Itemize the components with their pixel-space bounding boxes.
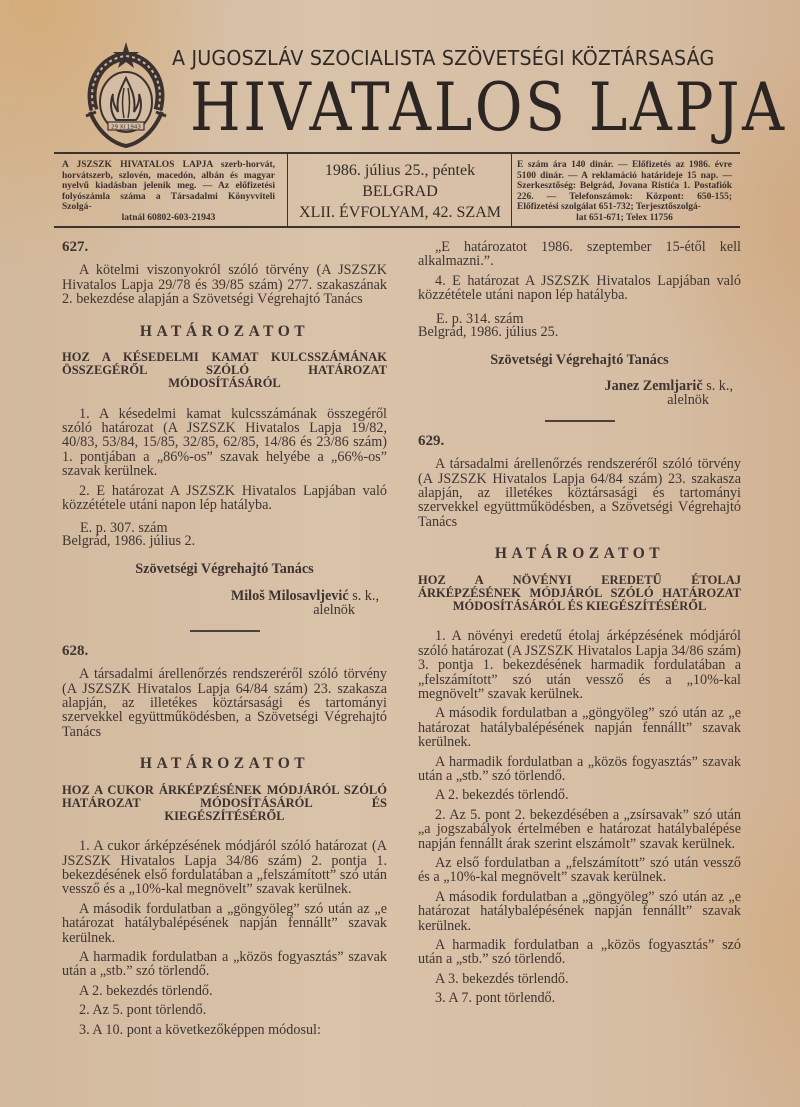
decision-heading: HATÁROZATOT <box>139 322 310 340</box>
decision-paragraph: 1. A növényi eredetű étolaj árképzésének módjáról szóló határozat (A JSZSZK Hivatalos Lapja 34/86 szám) 3. pontja 1. bekezdésének harmadik fordulatában a „felszámított” szó után vessző és a „10%-kal megnövelt” szavak kerülnek. <box>418 628 741 702</box>
publication-info <box>62 160 275 223</box>
decision-heading: HATÁROZATOT <box>494 545 665 563</box>
decision-paragraph: 4. E határozat A JSZSZK Hivatalos Lapjában való közzététele utáni napon lép hatályba. <box>418 272 741 304</box>
masthead-separator <box>511 154 512 226</box>
signer-title: alelnök <box>313 602 355 619</box>
yugoslav-coat-of-arms-icon <box>80 40 172 150</box>
reference-place-date: Belgrád, 1986. július 25. <box>418 323 559 340</box>
signer-name: Janez Zemljarič <box>604 378 703 395</box>
svg-text:29 XI 1943: 29 XI 1943 <box>111 124 141 131</box>
decision-number: 629. <box>418 432 445 449</box>
reference-place-date: Belgrád, 1986. július 2. <box>62 533 196 550</box>
issue-place: BELGRAD <box>362 183 438 200</box>
decision-paragraph: 3. A 10. pont a következőképpen módosul: <box>79 1021 321 1038</box>
decision-subject: HOZ A CUKOR ÁRKÉPZÉSÉNEK MÓDJÁRÓL SZÓLÓ HATÁROZAT MÓDOSÍTÁSÁRÓL ÉS KIEGÉSZÍTÉSÉRŐL <box>62 782 387 823</box>
signer-name: Miloš Milosavljević <box>230 587 349 604</box>
signer <box>62 589 387 603</box>
publication-title: HIVATALOS LAPJA <box>190 69 787 146</box>
decision-paragraph: A harmadik fordulatban a „közös fogyasztás” szavak után a „stb.” szó törlendő. <box>62 949 387 980</box>
signer-suffix: s. k., <box>706 378 733 395</box>
issue-date: 1986. július 25., péntek <box>324 162 476 179</box>
decision-paragraph: 1. A késedelmi kamat kulcsszámának összegéről szóló határozat (A JSZSZK Hivatalos Lapja 19/82, 40/83, 53/84, 15/85, 32/85, 62/85, 14/86 és 23/86 szám) 1. pontjában a „86%-os” szavak helyébe a „66%-os” szavak kerülnek. <box>62 405 387 480</box>
reference-number: E. p. 307. szám <box>80 520 168 537</box>
price-contact-text: E szám ára 140 dinár. — Előfizetés az 1986. évre 5100 dinár. — A reklamáció határideje 15 nap. — Szerkesztőség: Belgrád, Jovana Ristića 1. Postafiók 226. — Telefonszámok: Központ: 650-155; Előfizetési szolgálat 651-732; Terjesztőszolgá- <box>517 160 732 212</box>
publication-supertitle: A JUGOSZLÁV SZOCIALISTA SZÖVETSÉGI KÖZTÁRSASÁG <box>172 46 715 70</box>
decision-paragraph: Az első fordulatban a „felszámított” szó után vessző és a „10%-kal megnövelt” szavak kerülnek. <box>418 854 741 886</box>
section-divider <box>190 630 260 632</box>
decision-paragraph: A 3. bekezdés törlendő. <box>435 970 569 987</box>
signer-suffix: s. k., <box>352 587 379 604</box>
decision-paragraph: „E határozatot 1986. szeptember 15-étől kell alkalmazni.”. <box>418 239 741 270</box>
reference-number: E. p. 314. szám <box>436 310 524 327</box>
decision-preamble: A társadalmi árellenőrzés rendszeréről szóló törvény (A JSZSZK Hivatalos Lapja 64/84 szám) 23. szakasza alapján, az illetékes köztársasági és tartományi szervekkel együttműködésben, a Szövetségi Végrehajtó Tanács <box>62 666 387 740</box>
decision-paragraph: A 2. bekezdés törlendő. <box>435 787 569 804</box>
decision-subject: HOZ A KÉSEDELMI KAMAT KULCSSZÁMÁNAK ÖSSZEGÉRŐL SZÓLÓ HATÁROZAT MÓDOSÍTÁSÁRÓL <box>62 350 387 391</box>
signer <box>418 379 741 393</box>
decision-paragraph: 2. Az 5. pont 2. bekezdésében a „zsírsavak” szó után „a jogszabályok értelmében e határozat hatálybalépése napján fennállt árak szerint elszámolt” szavak kerülnek. <box>418 806 741 852</box>
issuing-body: Szövetségi Végrehajtó Tanács <box>490 351 669 368</box>
price-contact-info <box>517 160 732 223</box>
decision-paragraph: A harmadik fordulatban a „közös fogyasztás” szavak után a „stb.” szó törlendő. <box>418 753 741 784</box>
decision-subject: HOZ A NÖVÉNYI EREDETŰ ÉTOLAJ ÁRKÉPZÉSÉNEK MÓDJÁRÓL SZÓLÓ HATÁROZAT MÓDOSÍTÁSÁRÓL ÉS KIEGÉSZÍTÉSÉRŐL <box>418 572 741 614</box>
decision-paragraph: A 2. bekezdés törlendő. <box>79 982 213 999</box>
decision-paragraph: A második fordulatban a „göngyöleg” szó után az „e határozat hatálybalépésének napján fennállt” szavak kerülnek. <box>418 705 741 751</box>
decision-number: 627. <box>62 239 89 255</box>
decision-paragraph: 1. A cukor árképzésének módjáról szóló határozat (A JSZSZK Hivatalos Lapja 34/86 szám) 2. pontja 1. bekezdésének első fordulatában a „felszámított” szó után vessző és a „10%-kal megnövelt” szavak kerülnek. <box>62 838 387 898</box>
section-divider <box>545 420 615 422</box>
left-column <box>62 232 387 1042</box>
decision-preamble: A kötelmi viszonyokról szóló törvény (A JSZSZK Hivatalos Lapja 29/78 és 39/85 szám) 277. szakaszának 2. bekezdése alapján a Szövetségi Végrehajtó Tanács <box>62 262 387 308</box>
telex-line: lat 651-671; Telex 11756 <box>576 212 673 223</box>
decision-number: 628. <box>62 642 89 659</box>
decision-paragraph: 3. A 7. pont törlendő. <box>435 990 556 1007</box>
right-column <box>418 232 741 1011</box>
decision-paragraph: A második fordulatban a „göngyöleg” szó után az „e határozat hatálybalépésének napján fennállt” szavak kerülnek. <box>418 888 741 934</box>
issue-volume: XLII. ÉVFOLYAM, 42. SZAM <box>299 204 501 221</box>
decision-paragraph: A második fordulatban a „göngyöleg” szó után az „e határozat hatálybalépésének napján fennállt” szavak kerülnek. <box>62 900 387 946</box>
issuing-body: Szövetségi Végrehajtó Tanács <box>135 561 314 578</box>
decision-628-continued <box>418 240 741 422</box>
decision-heading: HATÁROZATOT <box>139 755 310 773</box>
masthead-bottom-rule <box>54 226 740 228</box>
signer-title: alelnök <box>667 392 709 409</box>
publication-info-text: A JSZSZK HIVATALOS LAPJA szerb-horvát, horvátszerb, szlovén, macedón, albán és magyar nyelvű kiadásban jelenik meg. — Az előfizetési folyószámla száma a Társadalmi Könyvviteli Szolgá- <box>62 160 275 212</box>
decision-628 <box>62 644 387 1037</box>
decision-paragraph: 2. Az 5. pont törlendő. <box>79 1002 207 1019</box>
decision-627 <box>62 240 387 632</box>
decision-paragraph: 2. E határozat A JSZSZK Hivatalos Lapjában való közzététele utáni napon lép hatályba. <box>62 482 387 514</box>
masthead-separator <box>287 154 288 226</box>
account-number: latnál 60802-603-21943 <box>121 212 216 223</box>
decision-629 <box>418 434 741 1006</box>
decision-paragraph: A harmadik fordulatban a „közös fogyasztás” szó után a „stb.” szó törlendő. <box>418 937 741 968</box>
issue-info <box>290 160 510 223</box>
decision-preamble: A társadalmi árellenőrzés rendszeréről szóló törvény (A JSZSZK Hivatalos Lapja 64/84 szám) 23. szakasza alapján, az illetékes köztársasági és tartományi szervekkel együttműködésben, a Szövetségi Végrehajtó Tanács <box>418 456 741 530</box>
masthead-top-rule <box>54 152 740 154</box>
